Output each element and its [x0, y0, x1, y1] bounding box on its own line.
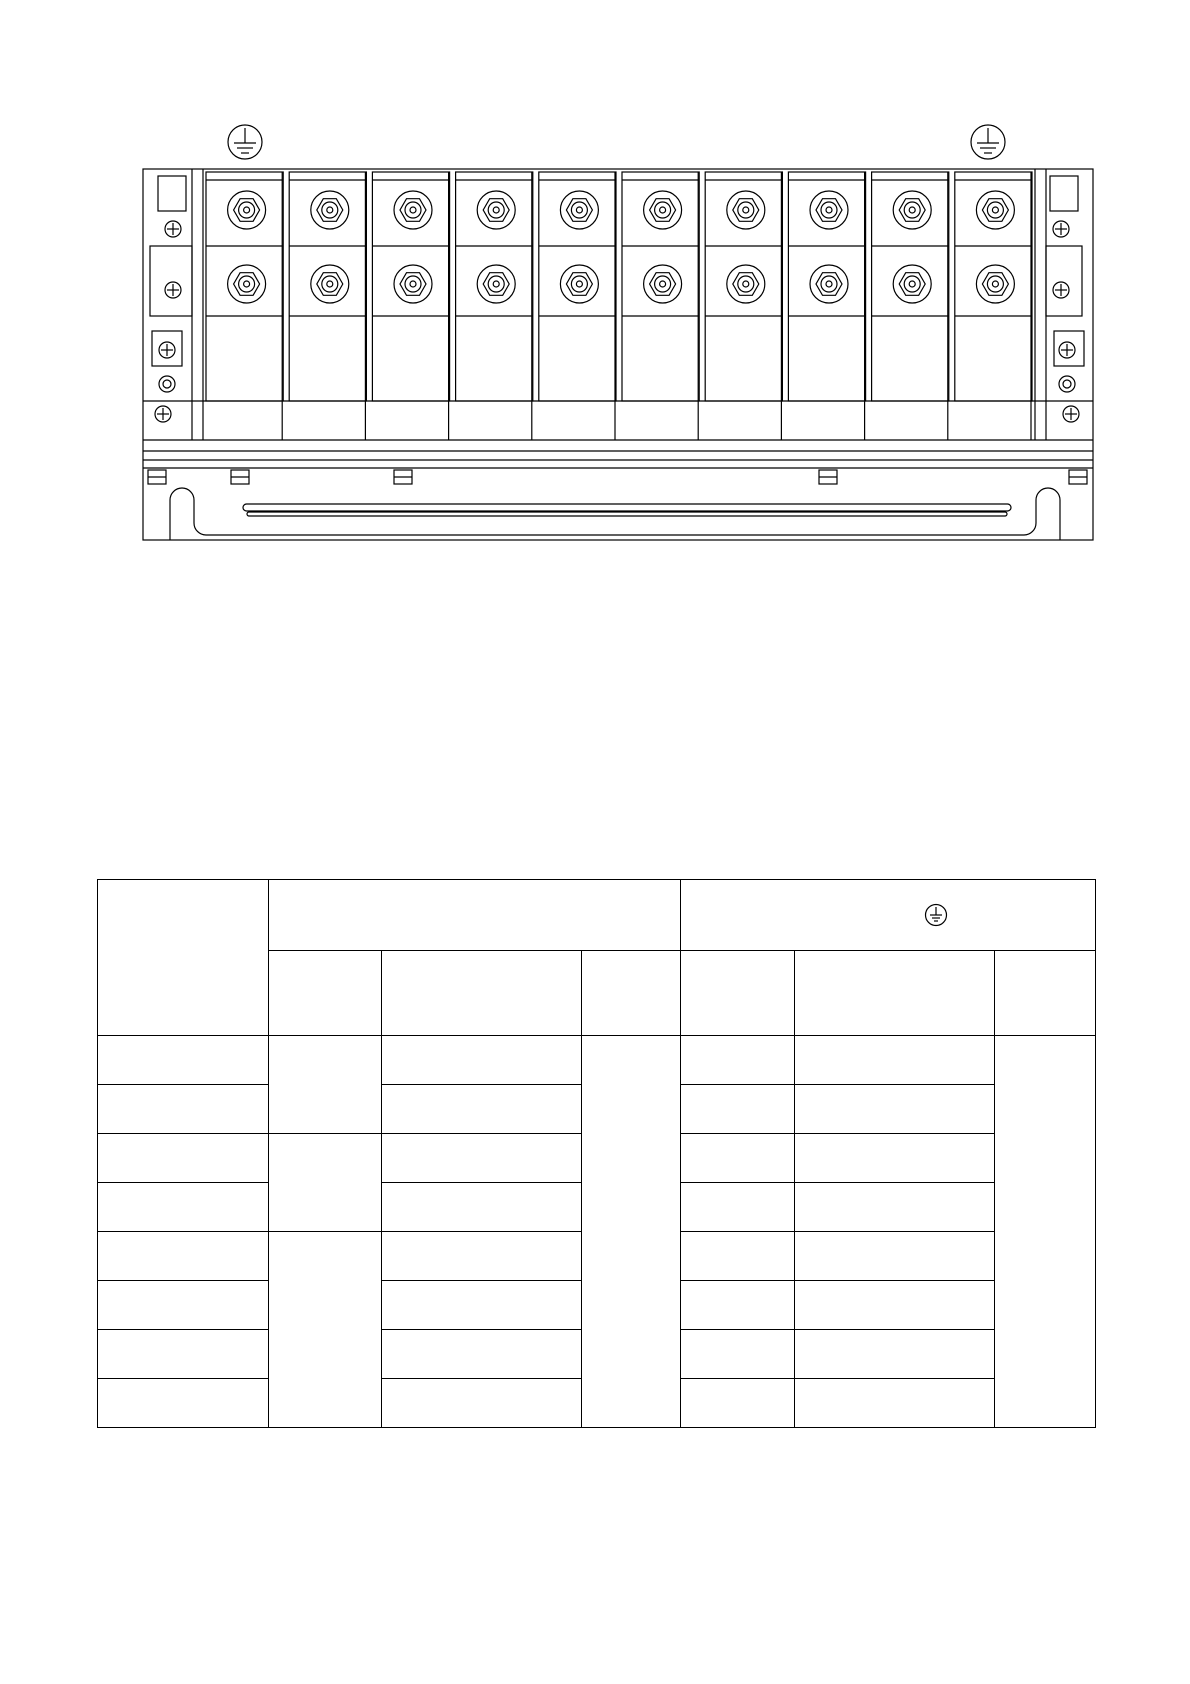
model-cell	[98, 1281, 269, 1330]
value-cell	[681, 1281, 795, 1330]
terminal-screw-icon	[976, 265, 1014, 303]
terminal-module	[206, 172, 283, 440]
merged-cell	[269, 1036, 382, 1134]
terminal-module	[872, 172, 949, 440]
screw-icon	[1053, 221, 1069, 237]
model-cell	[98, 1036, 269, 1085]
terminal-module	[372, 172, 449, 440]
terminal-screw-icon	[810, 265, 848, 303]
value-cell	[795, 1379, 995, 1428]
earth-icon	[924, 903, 948, 927]
merged-cell	[269, 1134, 382, 1232]
value-cell	[681, 1330, 795, 1379]
terminal-module	[539, 172, 616, 440]
terminal-screw-icon	[976, 191, 1014, 229]
side-screws	[155, 221, 1079, 422]
model-cell	[98, 1232, 269, 1281]
value-cell	[681, 1183, 795, 1232]
terminal-module	[289, 172, 366, 440]
merged-cell	[269, 1232, 382, 1428]
terminal-screw-icon	[477, 265, 515, 303]
value-cell	[382, 1183, 582, 1232]
terminal-screw-icon	[644, 191, 682, 229]
value-cell	[795, 1134, 995, 1183]
terminal-screw-icon	[394, 265, 432, 303]
mounting-nut-icon	[819, 470, 837, 484]
model-cell	[98, 1183, 269, 1232]
terminal-module	[622, 172, 699, 440]
spec-table	[97, 879, 1096, 1428]
screw-icon	[1059, 376, 1075, 392]
model-cell	[98, 1330, 269, 1379]
mounting-nut-icon	[231, 470, 249, 484]
model-cell	[98, 1085, 269, 1134]
terminal-screw-icon	[810, 191, 848, 229]
value-cell	[382, 1134, 582, 1183]
screw-icon	[159, 376, 175, 392]
value-cell	[382, 1379, 582, 1428]
mounting-nut-icon	[1069, 470, 1087, 484]
terminal-screw-icon	[477, 191, 515, 229]
subheader-cell	[681, 951, 795, 1036]
value-cell	[681, 1085, 795, 1134]
earth-symbol-left-icon	[228, 125, 262, 159]
terminal-screw-icon	[311, 265, 349, 303]
value-cell	[382, 1281, 582, 1330]
value-cell	[382, 1232, 582, 1281]
screw-icon	[159, 342, 175, 358]
value-cell	[795, 1330, 995, 1379]
value-cell	[795, 1281, 995, 1330]
screw-icon	[155, 406, 171, 422]
terminal-screw-icon	[893, 265, 931, 303]
terminal-modules	[206, 172, 1032, 440]
screw-icon	[165, 282, 181, 298]
model-cell	[98, 1379, 269, 1428]
terminal-module	[955, 172, 1032, 440]
terminal-screw-icon	[727, 191, 765, 229]
value-cell	[382, 1036, 582, 1085]
subheader-cell	[795, 951, 995, 1036]
terminal-screw-icon	[560, 191, 598, 229]
model-cell	[98, 1134, 269, 1183]
value-cell	[795, 1183, 995, 1232]
value-cell	[681, 1036, 795, 1085]
mounting-nut-icon	[394, 470, 412, 484]
terminal-screw-icon	[228, 191, 266, 229]
terminal-screw-icon	[727, 265, 765, 303]
terminal-module	[788, 172, 865, 440]
terminal-screw-icon	[228, 265, 266, 303]
screw-icon	[1063, 406, 1079, 422]
value-cell	[382, 1330, 582, 1379]
subheader-cell	[269, 951, 382, 1036]
terminal-module	[705, 172, 782, 440]
terminal-screw-icon	[644, 265, 682, 303]
value-cell	[382, 1085, 582, 1134]
merged-cell	[995, 1036, 1096, 1428]
screw-icon	[165, 221, 181, 237]
screw-icon	[1059, 342, 1075, 358]
housing	[143, 169, 1093, 540]
terminal-screw-icon	[394, 191, 432, 229]
mounting-nut-icon	[148, 470, 166, 484]
subheader-cell	[582, 951, 681, 1036]
value-cell	[795, 1036, 995, 1085]
terminal-module	[456, 172, 533, 440]
screw-icon	[1053, 282, 1069, 298]
corner-header-cell	[98, 880, 269, 1036]
value-cell	[795, 1085, 995, 1134]
value-cell	[681, 1379, 795, 1428]
earth-symbol-right-icon	[971, 125, 1005, 159]
group-header-earth	[681, 880, 1096, 951]
value-cell	[681, 1232, 795, 1281]
value-cell	[795, 1232, 995, 1281]
mounting-nuts	[148, 470, 1087, 484]
terminal-screw-icon	[893, 191, 931, 229]
value-cell	[681, 1134, 795, 1183]
terminal-block-diagram	[0, 0, 1190, 560]
terminal-screw-icon	[311, 191, 349, 229]
group-header-main	[269, 880, 681, 951]
subheader-cell	[382, 951, 582, 1036]
subheader-cell	[995, 951, 1096, 1036]
table-row	[98, 1036, 1096, 1085]
terminal-screw-icon	[560, 265, 598, 303]
merged-cell	[582, 1036, 681, 1428]
